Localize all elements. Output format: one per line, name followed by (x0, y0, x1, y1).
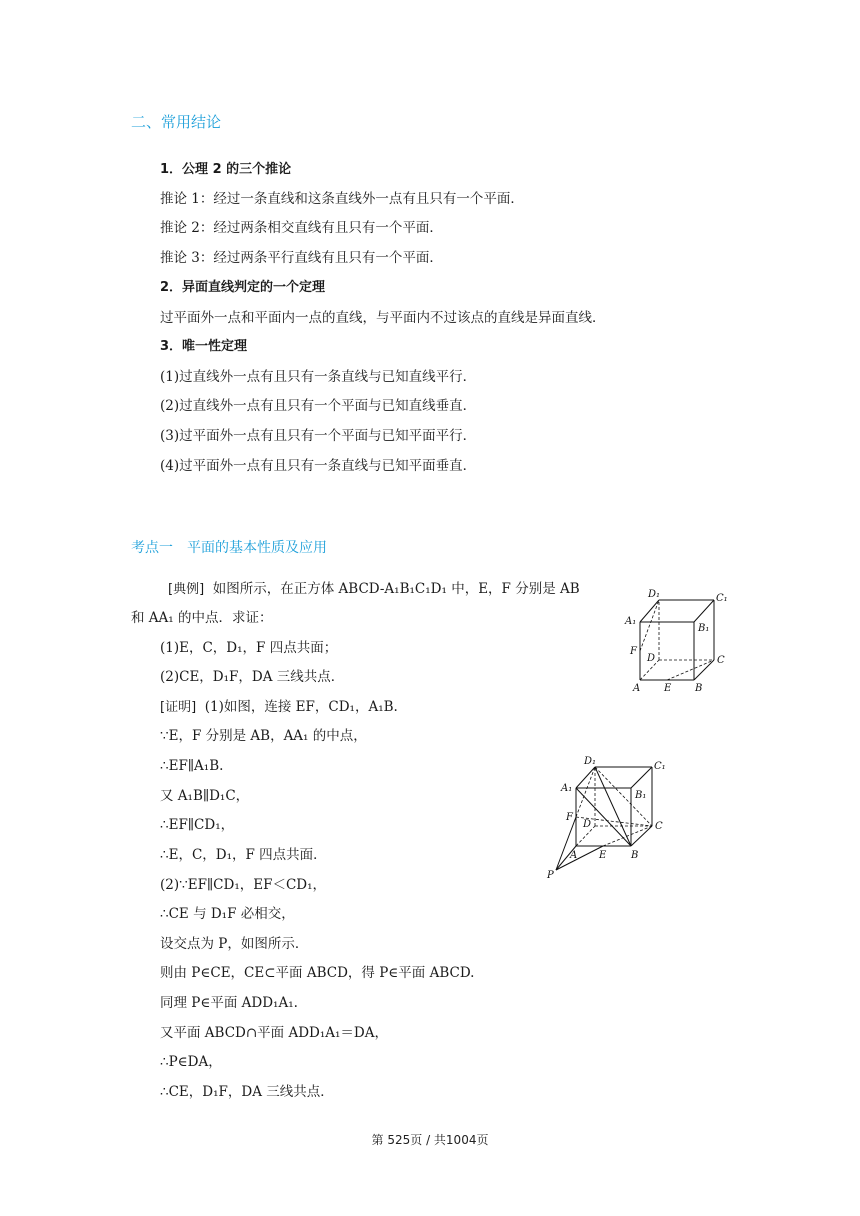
proof-line-8: ∴CE 与 D₁F 必相交， (160, 906, 295, 922)
proof-line-10: 则由 P∈CE，CE⊂平面 ABCD，得 P∈平面 ABCD. (160, 965, 475, 981)
label-e: E (664, 683, 672, 694)
label-d1: D₁ (648, 589, 661, 600)
proof-label: [证明] (160, 700, 197, 715)
edge-b1c1 (631, 767, 652, 788)
label-a: A (633, 683, 641, 694)
example-line-2: 和 AA₁ 的中点．求证： (131, 610, 273, 626)
conclusion-heading-2: 2．异面直线判定的一个定理 (160, 280, 326, 295)
label-a: A (570, 850, 578, 861)
label-d: D (647, 653, 656, 664)
corollary-1: 推论 1：经过一条直线和这条直线外一点有且只有一个平面． (160, 191, 524, 207)
proof-line-2: ∵E，F 分别是 AB，AA₁ 的中点， (160, 728, 367, 744)
hidden-segment-ec (667, 660, 714, 680)
uniqueness-4: (4)过平面外一点有且只有一条直线与已知平面垂直． (160, 458, 477, 474)
label-p: P (547, 870, 554, 881)
segment-pe (556, 846, 603, 870)
hidden-segment-fd1 (640, 600, 659, 651)
kaodian-title: 考点一 平面的基本性质及应用 (131, 540, 327, 556)
label-c1: C₁ (654, 761, 666, 772)
uniqueness-2: (2)过直线外一点有且只有一个平面与已知直线垂直． (160, 398, 477, 414)
cube-figure-2 (540, 752, 680, 882)
edge-bc (694, 660, 714, 680)
label-b1: B₁ (698, 623, 710, 634)
label-a1: A₁ (561, 783, 573, 794)
proof-line-9: 设交点为 P，如图所示． (160, 936, 309, 952)
edge-d1a1 (576, 767, 595, 788)
conclusion-heading-1: 1．公理 2 的三个推论 (160, 162, 292, 177)
edge-b1c1 (694, 600, 714, 622)
hidden-segment-fd1 (576, 767, 595, 817)
label-a1: A₁ (625, 616, 637, 627)
proof-line-14: ∴CE，D₁F，DA 三线共点． (160, 1084, 334, 1100)
proof-line-1 (160, 697, 398, 718)
proof-line-4: 又 A₁B∥D₁C， (160, 788, 250, 804)
example-label: [典例] (168, 582, 205, 597)
section-title: 二、常用结论 (131, 113, 222, 131)
example-text-1: 如图所示，在正方体 ABCD-A₁B₁C₁D₁ 中，E，F 分别是 AB (212, 581, 580, 597)
label-f: F (630, 646, 637, 657)
corollary-2: 推论 2：经过两条相交直线有且只有一个平面． (160, 220, 443, 236)
example-line-1 (168, 579, 580, 600)
page-footer: 第 525页 / 共1004页 (371, 1133, 489, 1147)
label-d1: D₁ (584, 756, 597, 767)
proof-line-5: ∴EF∥CD₁， (160, 817, 235, 833)
uniqueness-3: (3)过平面外一点有且只有一个平面与已知平面平行． (160, 428, 477, 444)
label-e: E (599, 850, 607, 861)
proof-line-13: ∴P∈DA， (160, 1054, 222, 1070)
corollary-3: 推论 3：经过两条平行直线有且只有一个平面． (160, 250, 443, 266)
cube-figure-1 (618, 583, 743, 695)
proof-line-6: ∴E，C，D₁，F 四点共面． (160, 847, 327, 863)
uniqueness-1: (1)过直线外一点有且只有一条直线与已知直线平行． (160, 369, 477, 385)
label-c: C (717, 655, 725, 666)
edge-d1a1 (640, 600, 659, 622)
proof-line-12: 又平面 ABCD∩平面 ADD₁A₁＝DA， (160, 1025, 389, 1041)
segment-pf (556, 817, 576, 870)
proof-line-3: ∴EF∥A₁B. (160, 758, 224, 774)
label-b: B (695, 683, 703, 694)
conclusion-heading-3: 3．唯一性定理 (160, 339, 248, 354)
proof-text-1: (1)如图，连接 EF，CD₁，A₁B. (204, 699, 398, 715)
label-b: B (631, 850, 639, 861)
question-2: (2)CE，D₁F，DA 三线共点． (160, 669, 345, 685)
label-c: C (655, 821, 663, 832)
skew-line-theorem: 过平面外一点和平面内一点的直线，与平面内不过该点的直线是异面直线． (160, 310, 606, 326)
proof-line-7: (2)∵EF∥CD₁，EF＜CD₁， (160, 877, 327, 893)
segment-d1b (595, 767, 631, 846)
proof-line-11: 同理 P∈平面 ADD₁A₁. (160, 995, 298, 1011)
edge-bc (631, 826, 652, 846)
question-1: (1)E，C，D₁，F 四点共面； (160, 640, 338, 656)
label-c1: C₁ (716, 593, 728, 604)
label-d: D (583, 819, 592, 830)
label-f: F (566, 812, 573, 823)
label-b1: B₁ (635, 790, 647, 801)
